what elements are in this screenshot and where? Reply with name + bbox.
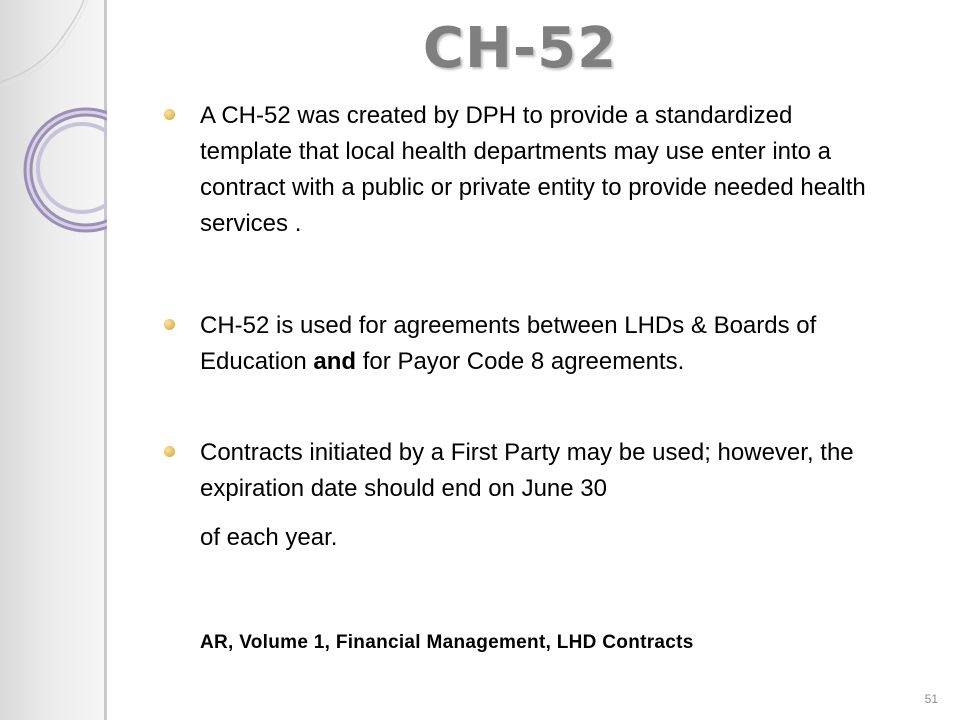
bullet-item [200, 308, 890, 380]
bullet-text: CH-52 is used for agreements between LHDs & Boards of Education [200, 312, 817, 375]
bullet-continuation: of each year. [200, 524, 338, 551]
bullet-text: for Payor Code 8 agreements. [356, 348, 685, 375]
bullet-text: A CH-52 was created by DPH to provide a standardized template that local health departments may use enter into a contract with a public or private entity to provide needed health services . [200, 102, 866, 237]
bullet-item [200, 435, 890, 507]
page-number: 51 [924, 692, 938, 706]
slide-title: CH-52 [422, 16, 618, 81]
bullet-item [200, 98, 890, 242]
bullet-bold-text: and [313, 348, 357, 375]
reference-citation: AR, Volume 1, Financial Management, LHD Contracts [200, 632, 694, 653]
bullet-text: Contracts initiated by a First Party may be used; however, the expiration date should end on June 30 [200, 439, 854, 502]
